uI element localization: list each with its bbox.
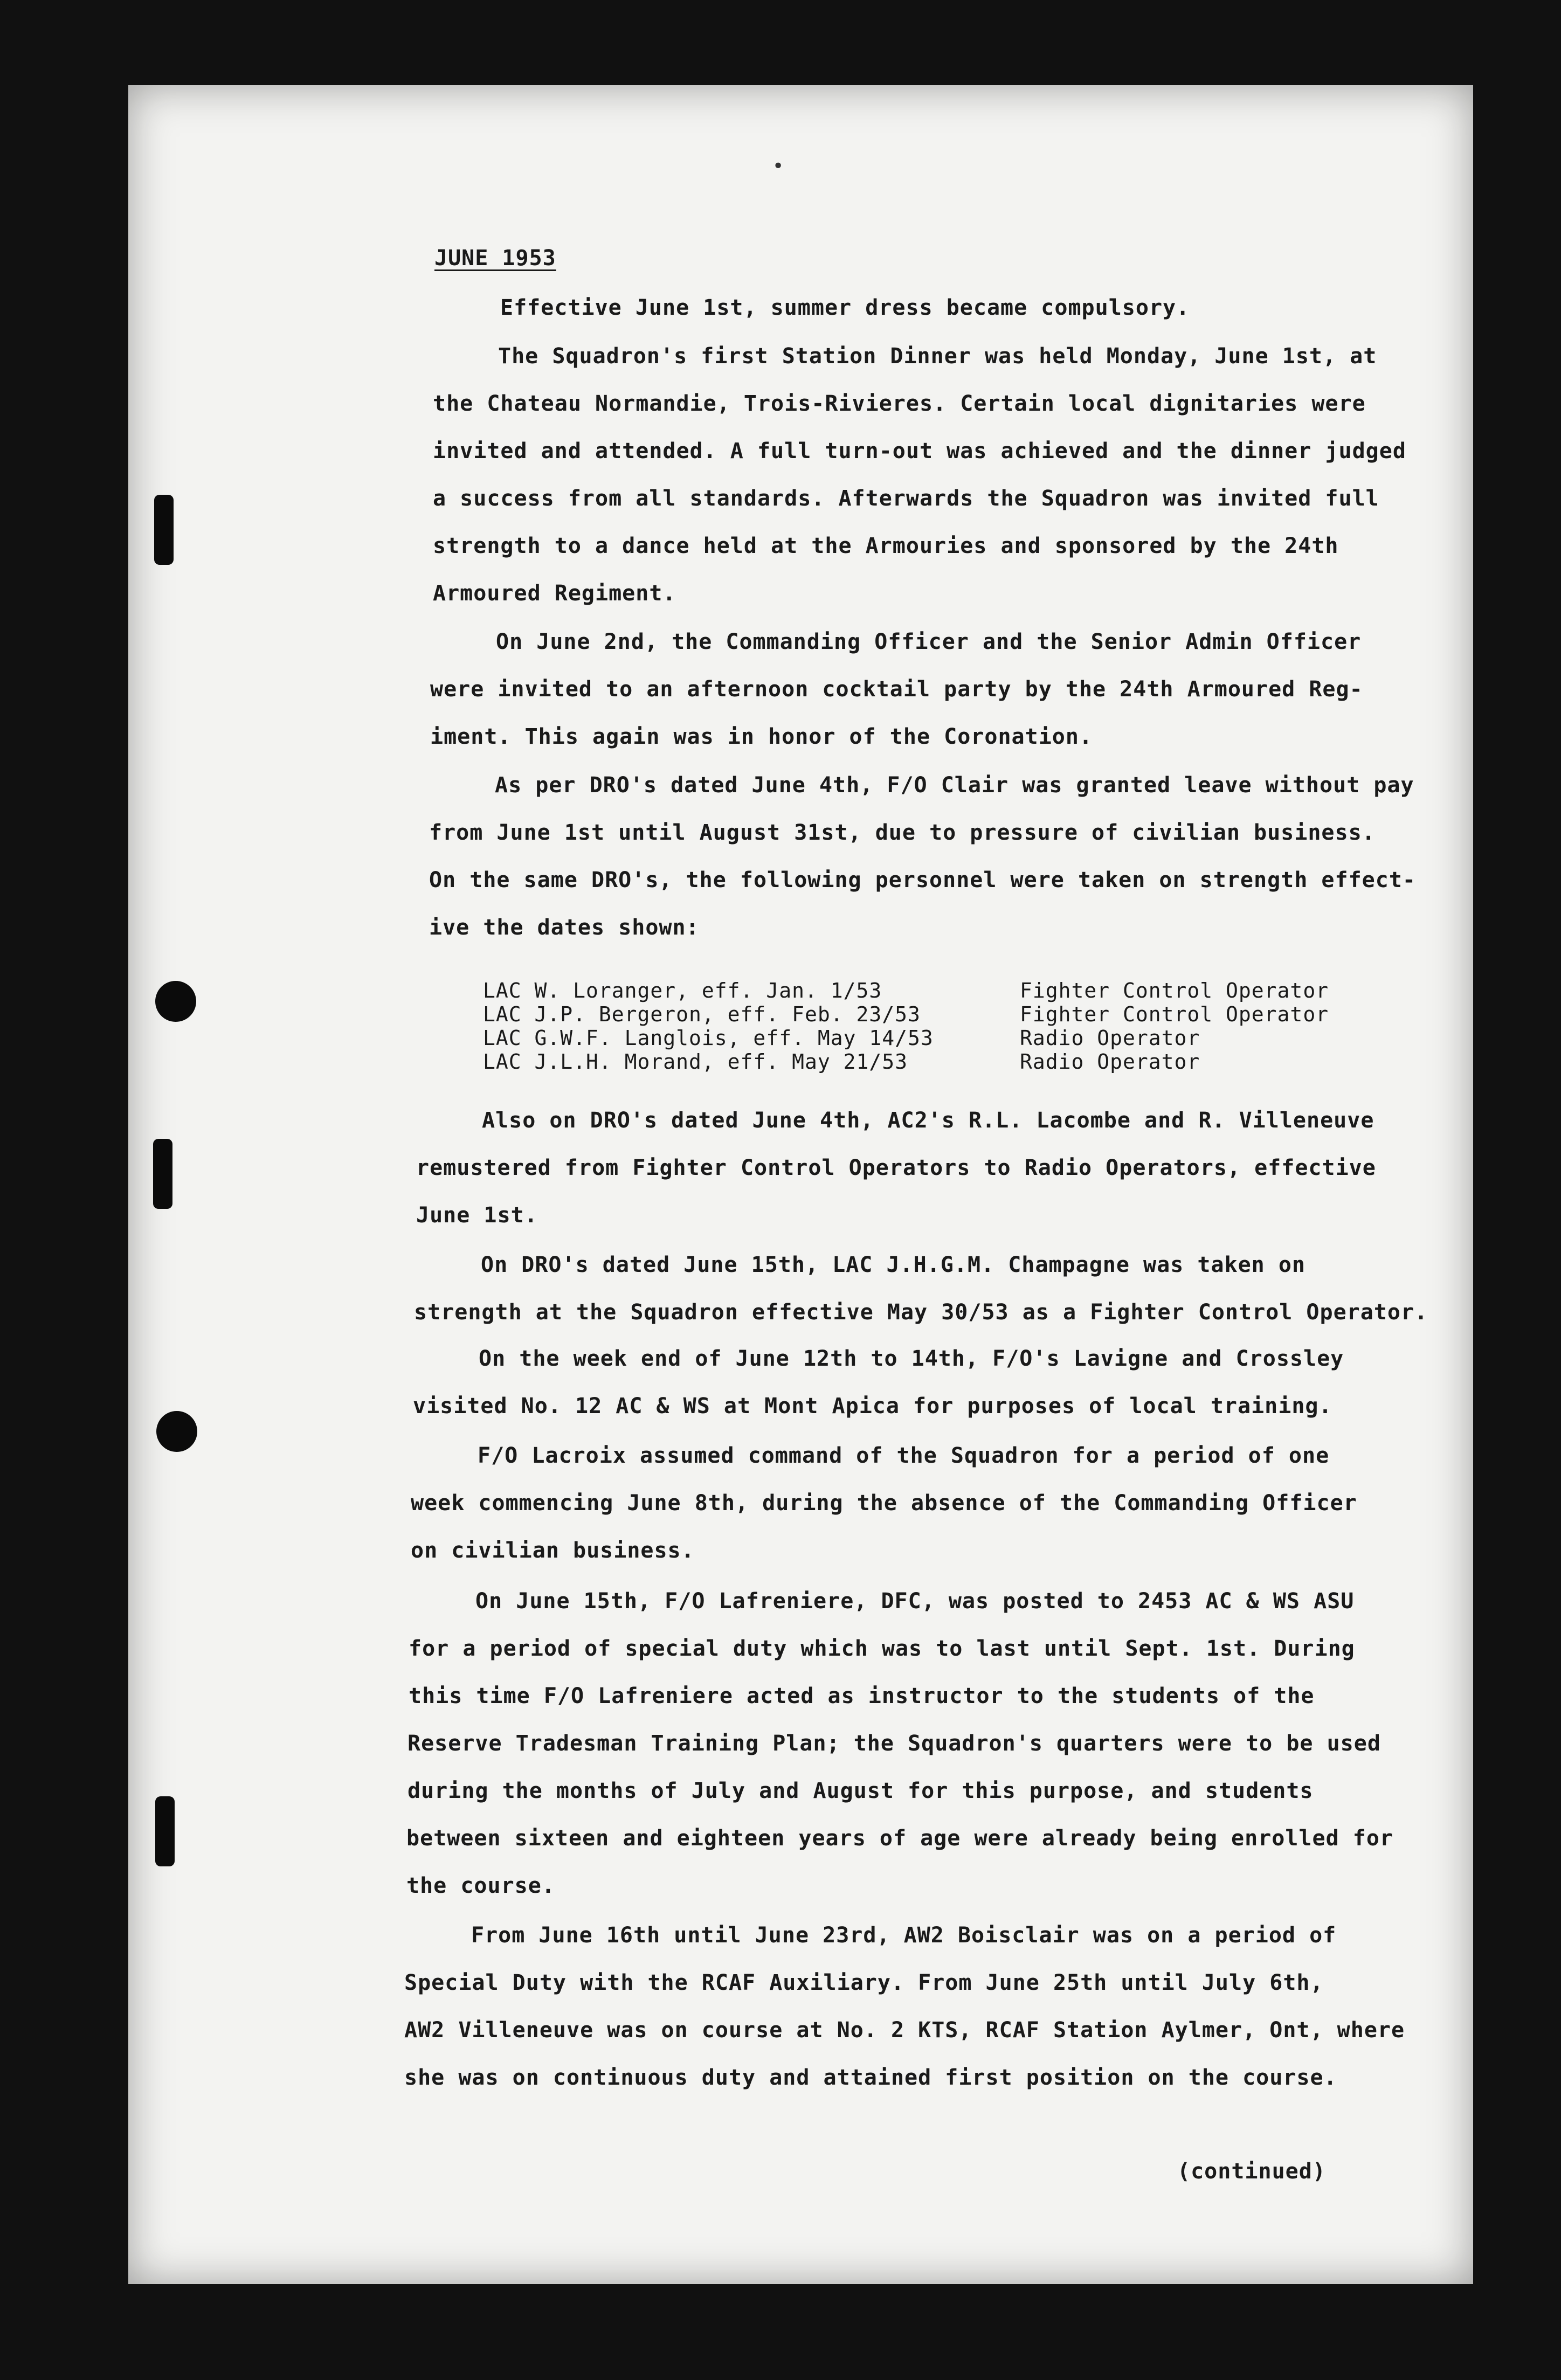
text-line: F/O Lacroix assumed command of the Squadron for a period of one — [478, 1443, 1330, 1468]
text-line: Armoured Regiment. — [433, 581, 676, 606]
text-line: remustered from Fighter Control Operators to Radio Operators, effective — [416, 1156, 1376, 1180]
text-line: a success from all standards. Afterwards the Squadron was invited full — [433, 486, 1379, 511]
text-line: June 1st. — [416, 1203, 538, 1228]
text-line: On the week end of June 12th to 14th, F/O's Lavigne and Crossley — [479, 1346, 1344, 1371]
text-line: ive the dates shown: — [429, 915, 700, 940]
text-line: between sixteen and eighteen years of age were already being enrolled for — [406, 1826, 1393, 1851]
text-line: On June 2nd, the Commanding Officer and the Senior Admin Officer — [496, 629, 1362, 654]
text-line: she was on continuous duty and attained first position on the course. — [404, 2065, 1337, 2090]
roster-role: Radio Operator — [1020, 1026, 1200, 1050]
roster-name: LAC J.P. Bergeron, eff. Feb. 23/53 — [483, 1002, 921, 1026]
text-line: the Chateau Normandie, Trois-Rivieres. Certain local dignitaries were — [433, 391, 1366, 416]
text-line: iment. This again was in honor of the Coronation. — [430, 724, 1093, 749]
text-line: strength at the Squadron effective May 30/53 as a Fighter Control Operator. — [414, 1300, 1428, 1325]
text-line: from June 1st until August 31st, due to pressure of civilian business. — [429, 820, 1376, 845]
text-line: On June 15th, F/O Lafreniere, DFC, was posted to 2453 AC & WS ASU — [475, 1589, 1355, 1614]
roster-role: Radio Operator — [1020, 1050, 1200, 1074]
text-line: for a period of special duty which was to last until Sept. 1st. During — [409, 1636, 1355, 1661]
text-line: strength to a dance held at the Armouries and sponsored by the 24th — [433, 534, 1339, 558]
roster-name: LAC G.W.F. Langlois, eff. May 14/53 — [483, 1026, 934, 1050]
roster-name: LAC J.L.H. Morand, eff. May 21/53 — [483, 1050, 908, 1074]
text-line: On the same DRO's, the following personnel were taken on strength effect- — [429, 868, 1416, 892]
roster-role: Fighter Control Operator — [1020, 979, 1329, 1002]
text-line: As per DRO's dated June 4th, F/O Clair was granted leave without pay — [495, 773, 1414, 798]
text-line: the course. — [406, 1873, 555, 1898]
roster-name: LAC W. Loranger, eff. Jan. 1/53 — [483, 979, 882, 1002]
continued-footer: (continued) — [1177, 2159, 1326, 2184]
typed-text — [128, 85, 1473, 2284]
text-line: AW2 Villeneuve was on course at No. 2 KTS, RCAF Station Aylmer, Ont, where — [404, 2018, 1405, 2043]
text-line: From June 16th until June 23rd, AW2 Boisclair was on a period of — [471, 1923, 1337, 1948]
page-heading: JUNE 1953 — [434, 246, 556, 271]
text-line: on civilian business. — [411, 1538, 695, 1563]
roster-role: Fighter Control Operator — [1020, 1002, 1329, 1026]
text-line: week commencing June 8th, during the absence of the Commanding Officer — [411, 1491, 1357, 1516]
text-line: visited No. 12 AC & WS at Mont Apica for purposes of local training. — [413, 1394, 1332, 1419]
text-line: Also on DRO's dated June 4th, AC2's R.L. Lacombe and R. Villeneuve — [482, 1108, 1374, 1133]
text-line: invited and attended. A full turn-out was achieved and the dinner judged — [433, 439, 1406, 463]
ink-speck: • — [772, 155, 784, 177]
text-line: Reserve Tradesman Training Plan; the Squadron's quarters were to be used — [407, 1731, 1381, 1756]
text-line: during the months of July and August for this purpose, and students — [407, 1779, 1314, 1803]
text-line: Special Duty with the RCAF Auxiliary. From June 25th until July 6th, — [404, 1970, 1324, 1995]
text-line: The Squadron's first Station Dinner was held Monday, June 1st, at — [498, 344, 1377, 369]
text-line: were invited to an afternoon cocktail party by the 24th Armoured Reg- — [430, 677, 1363, 702]
document-page — [128, 85, 1473, 2284]
text-line: Effective June 1st, summer dress became compulsory. — [500, 295, 1190, 320]
text-line: On DRO's dated June 15th, LAC J.H.G.M. Champagne was taken on — [481, 1253, 1306, 1277]
text-line: this time F/O Lafreniere acted as instructor to the students of the — [409, 1684, 1315, 1708]
